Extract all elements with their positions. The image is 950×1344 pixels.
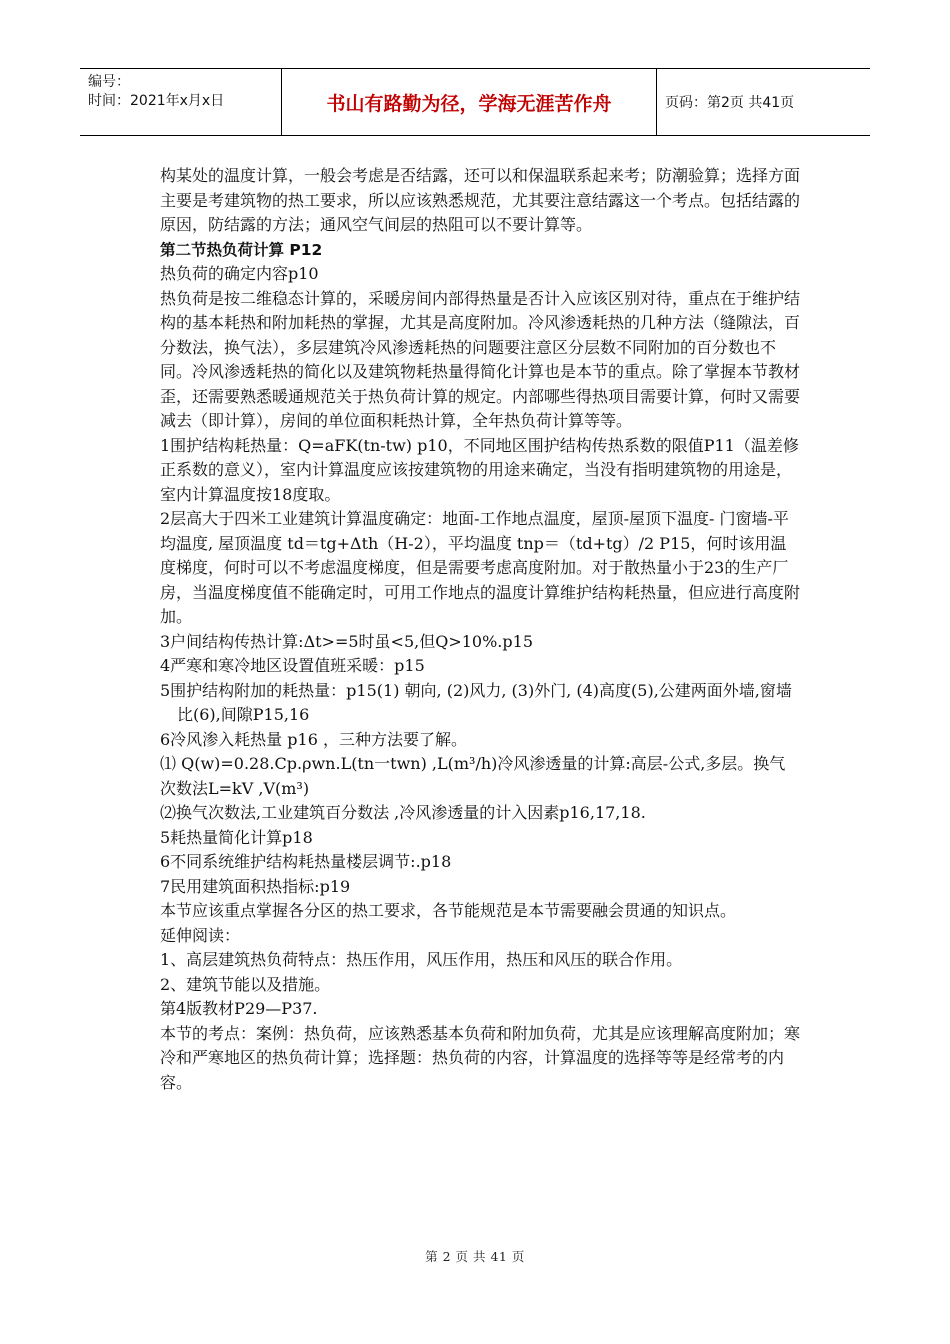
paragraph: 3户间结构传热计算:Δt>=5时虽<5,但Q>10%.p15 [160,631,533,651]
paragraph: 本节应该重点掌握各分区的热工要求，各节能规范是本节需要融会贯通的知识点。 [160,901,737,920]
paragraph: 1、高层建筑热负荷特点：热压作用，风压作用，热压和风压的联合作用。 [160,950,683,969]
paragraph: 构某处的温度计算，一般会考虑是否结露，还可以和保温联系起来考；防潮验算；选择方面主要是考建筑物的热工要求，所以应该熟悉规范，尤其要注意结露这一个考点。包括结露的原因，防结露的方法；通风空气间层的热阻可以不要计算等。 [160,166,801,234]
paragraph: 第4版教材P29—P37. [160,999,318,1018]
page-header [80,68,870,136]
paragraph: ⑵换气次数法,工业建筑百分数法 ,冷风渗透量的计入因素p16,17,18. [160,803,646,822]
header-motto: 书山有路勤为径，学海无涯苦作舟 [282,69,657,135]
paragraph: 本节的考点：案例：热负荷，应该熟悉基本负荷和附加负荷，尤其是应该理解高度附加；寒冷和严寒地区的热负荷计算；选择题：热负荷的内容，计算温度的选择等等是经常考的内容。 [160,1023,801,1092]
paragraph: 6不同系统维护结构耗热量楼层调节:.p18 [160,852,452,871]
page-footer: 第 2 页 共 41 页 [425,1249,525,1264]
paragraph: 延伸阅读： [160,925,241,945]
paragraph: 7民用建筑面积热指标:p19 [160,876,351,896]
number-label: 编号： [88,74,130,90]
paragraph: 5围护结构附加的耗热量：p15(1) 朝向, (2)风力, (3)外门, (4)高度(5),公建两面外墙,窗墙比(6),间隙P15,16 [160,680,792,724]
paragraph: ⑴ Q(w)=0.28.Cp.ρwn.L(tn一twn) ,L(m³/h)冷风渗透量的计算:高层-公式,多层。换气次数法L=kV ,V(m³) [160,754,786,798]
paragraph: 热负荷是按二维稳态计算的，采暖房间内部得热量是否计入应该区别对待，重点在于维护结构的基本耗热和附加耗热的掌握，尤其是高度附加。冷风渗透耗热的几种方法（缝隙法，百分数法，换气法），多层建筑冷风渗透耗热的问题要注意区分层数不同附加的百分数也不同。冷风渗透耗热的简化以及建筑物耗热量得简化计算也是本节的重点。除了掌握本节教材歪，还需要熟悉暖通规范关于热负荷计算的规定。内部哪些得热项目需要计算，何时又需要减去（即计算），房间的单位面积耗热计算，全年热负荷计算等等。 [160,288,801,430]
paragraph: 热负荷的确定内容p10 [160,264,319,283]
paragraph: 5耗热量简化计算p18 [160,827,313,847]
section-heading: 第二节热负荷计算 P12 [160,240,323,259]
paragraph: 1围护结构耗热量：Q=aFK(tn-tw) p10，不同地区围护结构传热系数的限值P11（温差修正系数的意义），室内计算温度应该按建筑物的用途来确定，当没有指明建筑物的用途是，室内计算温度按18度取。 [160,435,799,504]
document-body [160,164,800,1095]
paragraph: 2层高大于四米工业建筑计算温度确定：地面-工作地点温度，屋顶-屋顶下温度- 门窗墙-平均温度, 屋顶温度 td＝tg+Δth（H-2），平均温度 tnp＝（td+tg）/2 P15，何时该用温度梯度，何时可以不考虑温度梯度，但是需要考虑高度附加。对于散热量小于23的生产厂房，当温度梯度值不能确定时，可用工作地点的温度计算维护结构耗热量，但应进行高度附加。 [160,509,801,626]
paragraph: 2、建筑节能以及措施。 [160,974,331,994]
header-page-info: 页码：第2页 共41页 [665,95,795,111]
time-label: 时间：2021年x月x日 [88,93,225,109]
paragraph: 4严寒和寒冷地区设置值班采暖：p15 [160,656,425,675]
header-meta [80,69,282,135]
paragraph: 6冷风渗入耗热量 p16 ，三种方法要了解。 [160,729,467,749]
